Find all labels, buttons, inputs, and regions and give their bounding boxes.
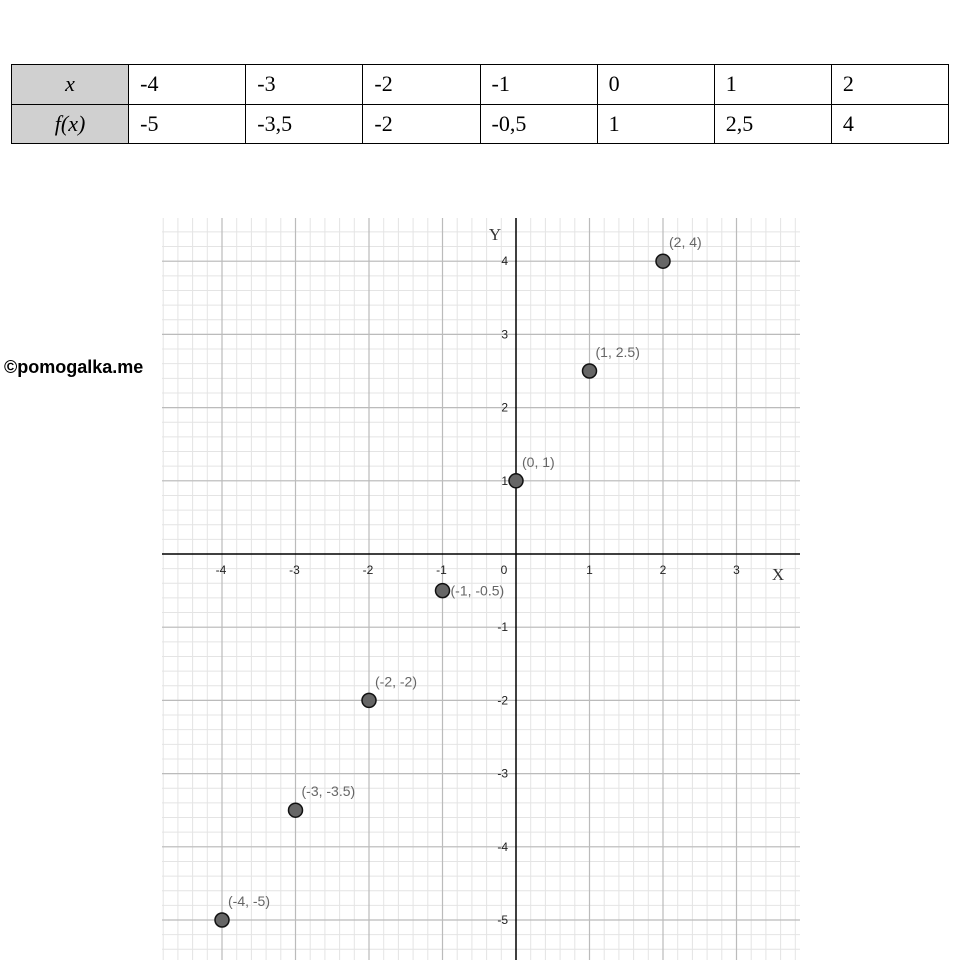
x-tick-label: 3	[733, 563, 740, 577]
x-tick-label: 0	[500, 563, 508, 577]
y-tick-label: 4	[501, 254, 508, 269]
data-point-label: (0, 1)	[522, 453, 555, 470]
y-tick-label: -5	[497, 913, 508, 927]
data-point-label: (-3, -3.5)	[301, 783, 356, 800]
y-tick-label: -4	[497, 839, 508, 854]
data-point	[656, 254, 670, 268]
table-cell: -4	[129, 65, 246, 105]
table-cell: -3,5	[246, 104, 363, 144]
table-cell: -1	[480, 65, 597, 105]
row-header-x: x	[12, 65, 129, 105]
data-point-label: (-4, -5)	[228, 893, 270, 909]
table-cell: -5	[129, 104, 246, 144]
table-cell: 0	[597, 65, 714, 105]
y-tick-label: -3	[497, 766, 508, 781]
table-cell: 1	[714, 65, 831, 105]
y-tick-label: 3	[501, 327, 508, 342]
x-tick-label: -3	[289, 563, 300, 577]
table-cell: -2	[363, 65, 480, 105]
data-point	[215, 913, 229, 927]
y-tick-label: 1	[501, 473, 508, 488]
table-cell: 2	[831, 65, 948, 105]
table-cell: -2	[363, 104, 480, 144]
data-point	[289, 803, 303, 817]
y-axis-label: Y	[488, 225, 502, 244]
table-cell: 1	[597, 104, 714, 144]
table-cell: -0,5	[480, 104, 597, 144]
x-tick-label: -4	[215, 563, 227, 577]
data-point-label: (-1, -0.5)	[450, 582, 505, 599]
data-point	[509, 474, 523, 488]
data-point	[362, 693, 376, 707]
x-tick-label: -2	[362, 563, 374, 577]
data-point-label: (2, 4)	[669, 234, 702, 251]
x-tick-label: 1	[586, 563, 593, 577]
x-axis-label: X	[771, 565, 785, 584]
data-point	[583, 364, 597, 378]
data-point-label: (1, 2.5)	[595, 344, 640, 360]
data-point-label: (-2, -2)	[375, 673, 417, 690]
y-tick-label: 2	[501, 400, 508, 415]
data-point	[436, 584, 450, 598]
table-cell: 2,5	[714, 104, 831, 144]
row-header-fx: f(x)	[12, 104, 129, 144]
y-tick-label: -2	[497, 693, 508, 708]
y-tick-label: -1	[497, 620, 508, 635]
table-cell: 4	[831, 104, 948, 144]
x-tick-label: -1	[436, 563, 447, 577]
table-cell: -3	[246, 65, 363, 105]
watermark: ©pomogalka.me	[4, 357, 144, 377]
x-tick-label: 2	[659, 563, 667, 577]
